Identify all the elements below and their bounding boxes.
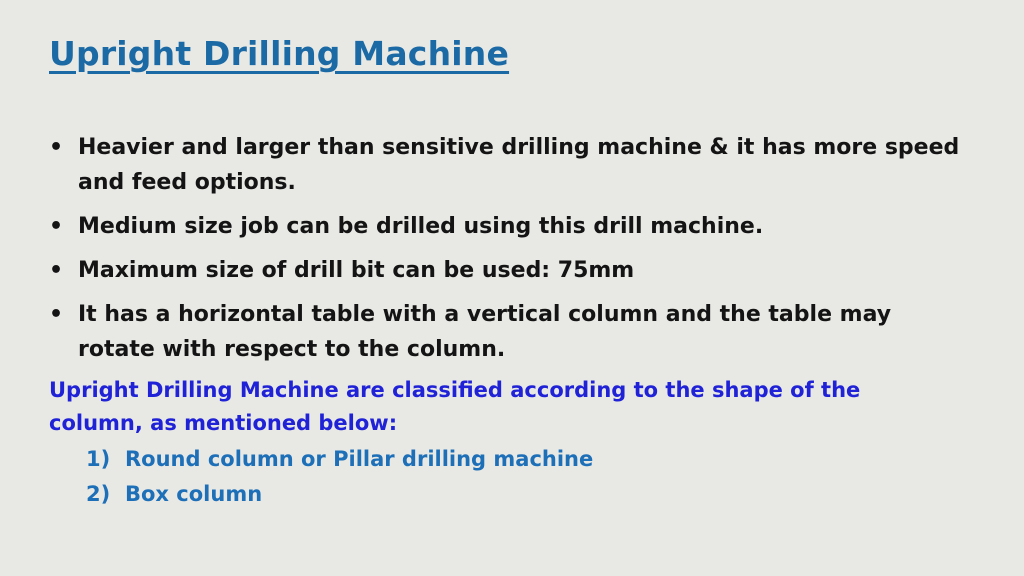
bullet-item	[48, 209, 968, 244]
bullet-list	[48, 130, 968, 376]
classification-intro: Upright Drilling Machine are classified according to the shape of the column, as mentioned below:	[49, 378, 861, 435]
bullet-dot-icon: •	[49, 135, 64, 160]
bullet-dot-icon: •	[49, 258, 64, 283]
list-number: 2)	[86, 482, 111, 506]
bullet-dot-icon: •	[49, 302, 64, 327]
column-type-label: Box column	[125, 482, 263, 506]
column-type-item	[86, 442, 593, 477]
column-type-label: Round column or Pillar drilling machine	[125, 447, 594, 471]
list-number: 1)	[86, 447, 111, 471]
bullet-dot-icon: •	[49, 214, 64, 239]
bullet-text: It has a horizontal table with a vertical column and the table may rotate with respect to the column.	[78, 302, 892, 362]
column-type-item	[86, 477, 593, 512]
slide-title: Upright Drilling Machine	[49, 34, 510, 73]
bullet-text: Heavier and larger than sensitive drilling machine & it has more speed and feed options.	[78, 135, 960, 195]
bullet-item	[48, 253, 968, 288]
column-type-list	[86, 442, 593, 512]
bullet-text: Maximum size of drill bit can be used: 75mm	[78, 258, 635, 283]
bullet-text: Medium size job can be drilled using this drill machine.	[78, 214, 764, 239]
bullet-item	[48, 297, 968, 367]
bullet-item	[48, 130, 968, 200]
